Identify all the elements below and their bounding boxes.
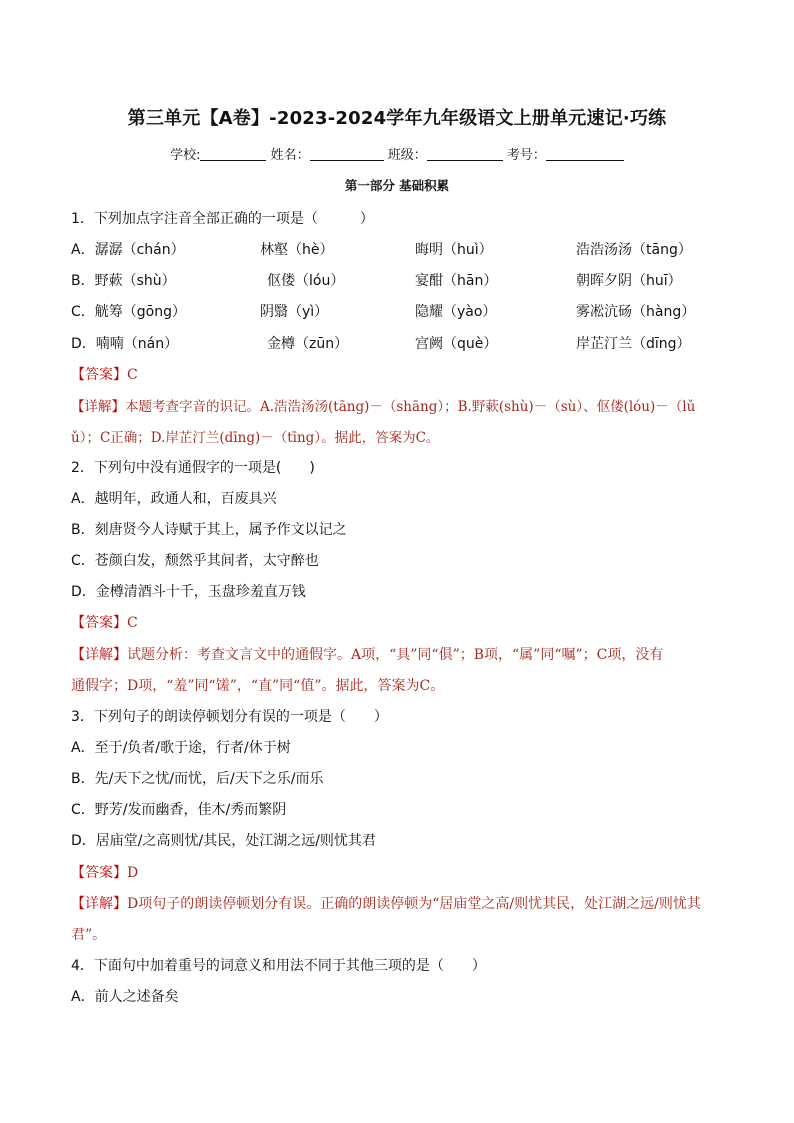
q1-opt-a3: 晦明（huì） <box>415 242 493 258</box>
detail-tag: 【详解】 <box>71 399 125 415</box>
q1-opt-d2: 金樽（zūn） <box>267 336 349 352</box>
q4-stem: 4．下面句中加着重号的词意义和用法不同于其他三项的是（ ） <box>71 958 486 974</box>
q2-option-c: C．苍颜白发，颓然乎其间者，太守醉也 <box>71 553 319 569</box>
q1-opt-b1: B．野蔌（shù） <box>71 273 176 289</box>
q3-stem: 3．下列句子的朗读停顿划分有误的一项是（ ） <box>71 709 388 725</box>
q1-opt-b3: 宴酣（hān） <box>415 273 498 289</box>
examno-blank[interactable] <box>546 148 624 161</box>
q2-option-d: D．金樽清酒斗十千，玉盘珍羞直万钱 <box>71 584 306 600</box>
class-blank[interactable] <box>427 148 503 161</box>
q3-option-d: D．居庙堂/之高则忧/其民，处江湖之远/则忧其君 <box>71 833 376 849</box>
detail-tag: 【详解】 <box>71 896 127 912</box>
q2-answer <box>71 612 138 632</box>
q4-option-a: A．前人之述备矣 <box>71 989 179 1005</box>
page-title: 第三单元【A卷】-2023-2024学年九年级语文上册单元速记·巧练 <box>127 108 667 129</box>
answer-value: D <box>127 865 139 881</box>
q2-option-a: A．越明年，政通人和，百废具兴 <box>71 491 277 507</box>
detail-text: 本题考查字音的识记。A.浩浩汤汤(tāng)－（shāng）；B.野蔌(shù)－（sù）、伛偻(lóu)－（lǔ <box>125 399 696 415</box>
school-label: 学校: <box>170 148 201 163</box>
q2-stem: 2．下列句中没有通假字的一项是( ) <box>71 460 315 476</box>
q1-answer <box>71 364 138 384</box>
q1-opt-c3: 隐耀（yào） <box>415 304 497 320</box>
answer-tag: 【答案】 <box>71 367 127 383</box>
q1-opt-c4: 雾凇沆砀（hàng） <box>576 304 696 320</box>
student-info <box>0 144 794 163</box>
answer-tag: 【答案】 <box>71 615 127 631</box>
q1-opt-d1: D．喃喃（nán） <box>71 336 179 352</box>
q3-option-c: C．野芳/发而幽香，佳木/秀而繁阴 <box>71 802 287 818</box>
q2-option-b: B．刻唐贤今人诗赋于其上，属予作文以记之 <box>71 522 347 538</box>
answer-value: C <box>127 615 138 631</box>
q1-opt-d3: 宫阙（què） <box>415 336 498 352</box>
examno-label: 考号： <box>506 148 546 163</box>
q1-opt-a1: A．潺潺（chán） <box>71 242 185 258</box>
q1-stem: 1．下列加点字注音全部正确的一项是（ ） <box>71 211 374 227</box>
q3-answer <box>71 862 138 882</box>
q1-opt-a4: 浩浩汤汤（tāng） <box>576 242 692 258</box>
section-heading: 第一部分 基础积累 <box>344 178 450 193</box>
q1-detail-line-1 <box>71 395 695 415</box>
detail-text: 试题分析：考查文言文中的通假字。A项，“具”同“俱”；B项，“属”同“嘱”；C项，没有 <box>127 647 664 663</box>
q3-option-b: B．先/天下之忧/而忧，后/天下之乐/而乐 <box>71 771 324 787</box>
q2-detail-line-2: 通假字；D项，“羞”同“馐”，“直”同“值”。据此，答案为C。 <box>71 678 445 694</box>
answer-tag: 【答案】 <box>71 865 127 881</box>
name-label: 姓名： <box>270 148 310 163</box>
class-label: 班级： <box>387 148 427 163</box>
q1-opt-b2: 伛偻（lóu） <box>267 273 345 289</box>
answer-value: C <box>127 367 138 383</box>
name-blank[interactable] <box>310 148 384 161</box>
q3-option-a: A．至于/负者/歌于途，行者/休于树 <box>71 740 291 756</box>
q1-opt-b4: 朝晖夕阴（huī） <box>576 273 682 289</box>
q1-opt-c2: 阴翳（yì） <box>260 304 329 320</box>
detail-text: D项句子的朗读停顿划分有误。正确的朗读停顿为“居庙堂之高/则忧其民，处江湖之远/则忧其 <box>127 896 701 912</box>
q3-detail-line-1 <box>71 893 701 913</box>
school-blank[interactable] <box>200 148 266 161</box>
q1-opt-c1: C．觥筹（gōng） <box>71 304 186 320</box>
q1-detail-line-2: ǔ）；C正确；D.岸芷汀兰(dīng)－（tīng）。据此，答案为C。 <box>71 430 440 446</box>
detail-tag: 【详解】 <box>71 647 127 663</box>
q2-detail-line-1 <box>71 644 663 664</box>
q1-opt-d4: 岸芷汀兰（dīng） <box>576 336 691 352</box>
q3-detail-line-2: 君”。 <box>71 927 107 943</box>
q1-opt-a2: 林壑（hè） <box>260 242 334 258</box>
